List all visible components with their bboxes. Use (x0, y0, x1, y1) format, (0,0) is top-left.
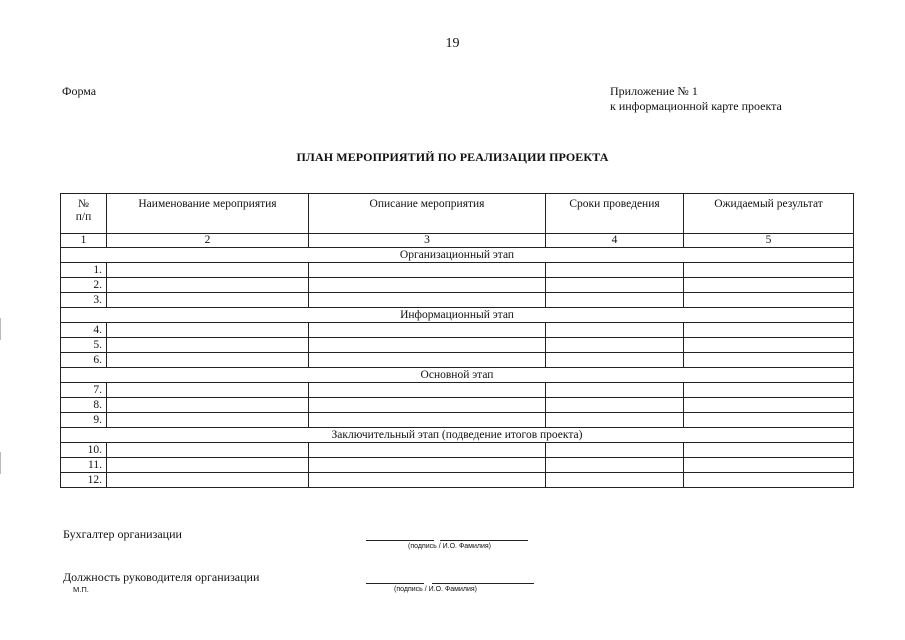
expected-result-cell[interactable] (684, 353, 854, 368)
activity-description-cell[interactable] (309, 473, 546, 488)
stage-title: Основной этап (61, 368, 854, 383)
row-number: 5. (61, 338, 107, 353)
column-number-row (61, 234, 854, 248)
dates-cell[interactable] (546, 293, 684, 308)
expected-result-cell[interactable] (684, 338, 854, 353)
activity-name-cell[interactable] (107, 278, 309, 293)
expected-result-cell[interactable] (684, 413, 854, 428)
document-title: ПЛАН МЕРОПРИЯТИЙ ПО РЕАЛИЗАЦИИ ПРОЕКТА (296, 150, 609, 164)
accountant-caption: (подпись / И.О. Фамилия) (408, 543, 491, 550)
dates-cell[interactable] (546, 443, 684, 458)
table-row (61, 338, 854, 353)
activity-name-cell[interactable] (107, 323, 309, 338)
activity-name-cell[interactable] (107, 353, 309, 368)
header-activity-description: Описание мероприятия (309, 194, 546, 234)
column-number-cell: 2 (107, 234, 309, 248)
appendix-note (610, 84, 782, 114)
row-number: 6. (61, 353, 107, 368)
activity-description-cell[interactable] (309, 323, 546, 338)
scan-edge-mark (0, 318, 1, 340)
header-number-line-1: № (78, 198, 89, 210)
dates-cell[interactable] (546, 323, 684, 338)
dates-cell[interactable] (546, 458, 684, 473)
row-number: 3. (61, 293, 107, 308)
row-number: 2. (61, 278, 107, 293)
table-header-row (61, 194, 854, 234)
expected-result-cell[interactable] (684, 398, 854, 413)
activity-name-cell[interactable] (107, 413, 309, 428)
table-row (61, 383, 854, 398)
header-activity-name: Наименование мероприятия (107, 194, 309, 234)
head-signature-line (366, 583, 424, 584)
table-row (61, 473, 854, 488)
table-row (61, 263, 854, 278)
expected-result-cell[interactable] (684, 278, 854, 293)
header-number (61, 194, 107, 234)
table-row (61, 278, 854, 293)
table-row (61, 443, 854, 458)
appendix-line-2: к информационной карте проекта (610, 99, 782, 113)
table-row (61, 353, 854, 368)
stage-row (61, 368, 854, 383)
row-number: 1. (61, 263, 107, 278)
table-row (61, 458, 854, 473)
dates-cell[interactable] (546, 383, 684, 398)
row-number: 10. (61, 443, 107, 458)
appendix-line-1: Приложение № 1 (610, 84, 698, 98)
accountant-label: Бухгалтер организации (63, 527, 182, 541)
activity-description-cell[interactable] (309, 398, 546, 413)
table-row (61, 293, 854, 308)
table-row (61, 323, 854, 338)
activity-name-cell[interactable] (107, 263, 309, 278)
scan-edge-mark (0, 452, 1, 474)
stage-title: Заключительный этап (подведение итогов проекта) (61, 428, 854, 443)
dates-cell[interactable] (546, 413, 684, 428)
dates-cell[interactable] (546, 473, 684, 488)
activity-description-cell[interactable] (309, 413, 546, 428)
table-body (61, 234, 854, 488)
activity-name-cell[interactable] (107, 383, 309, 398)
activity-description-cell[interactable] (309, 338, 546, 353)
expected-result-cell[interactable] (684, 383, 854, 398)
dates-cell[interactable] (546, 338, 684, 353)
expected-result-cell[interactable] (684, 263, 854, 278)
row-number: 9. (61, 413, 107, 428)
header-expected-result: Ожидаемый результат (684, 194, 854, 234)
activity-name-cell[interactable] (107, 458, 309, 473)
stage-title: Информационный этап (61, 308, 854, 323)
stage-row (61, 428, 854, 443)
activity-description-cell[interactable] (309, 278, 546, 293)
row-number: 7. (61, 383, 107, 398)
row-number: 12. (61, 473, 107, 488)
activity-name-cell[interactable] (107, 293, 309, 308)
expected-result-cell[interactable] (684, 323, 854, 338)
head-name-line (432, 583, 534, 584)
activity-name-cell[interactable] (107, 473, 309, 488)
stage-row (61, 248, 854, 263)
row-number: 4. (61, 323, 107, 338)
head-caption: (подпись / И.О. Фамилия) (394, 586, 477, 593)
activity-name-cell[interactable] (107, 443, 309, 458)
column-number-cell: 1 (61, 234, 107, 248)
accountant-name-line (440, 540, 528, 541)
head-position-label: Должность руководителя организации (63, 570, 260, 584)
activity-plan-table (60, 193, 854, 488)
row-number: 8. (61, 398, 107, 413)
column-number-cell: 4 (546, 234, 684, 248)
activity-name-cell[interactable] (107, 338, 309, 353)
accountant-signature-line (366, 540, 434, 541)
expected-result-cell[interactable] (684, 293, 854, 308)
row-number: 11. (61, 458, 107, 473)
activity-description-cell[interactable] (309, 383, 546, 398)
table-row (61, 398, 854, 413)
form-label: Форма (62, 84, 97, 98)
stamp-place: М.П. (73, 585, 89, 594)
dates-cell[interactable] (546, 353, 684, 368)
header-dates: Сроки проведения (546, 194, 684, 234)
activity-name-cell[interactable] (107, 398, 309, 413)
stage-title: Организационный этап (61, 248, 854, 263)
activity-description-cell[interactable] (309, 353, 546, 368)
stage-row (61, 308, 854, 323)
activity-description-cell[interactable] (309, 443, 546, 458)
expected-result-cell[interactable] (684, 458, 854, 473)
header-number-line-2: п/п (75, 211, 92, 223)
expected-result-cell[interactable] (684, 473, 854, 488)
dates-cell[interactable] (546, 263, 684, 278)
activity-description-cell[interactable] (309, 263, 546, 278)
dates-cell[interactable] (546, 278, 684, 293)
dates-cell[interactable] (546, 398, 684, 413)
activity-description-cell[interactable] (309, 458, 546, 473)
column-number-cell: 3 (309, 234, 546, 248)
expected-result-cell[interactable] (684, 443, 854, 458)
page-number: 19 (445, 36, 460, 51)
column-number-cell: 5 (684, 234, 854, 248)
activity-description-cell[interactable] (309, 293, 546, 308)
table-row (61, 413, 854, 428)
